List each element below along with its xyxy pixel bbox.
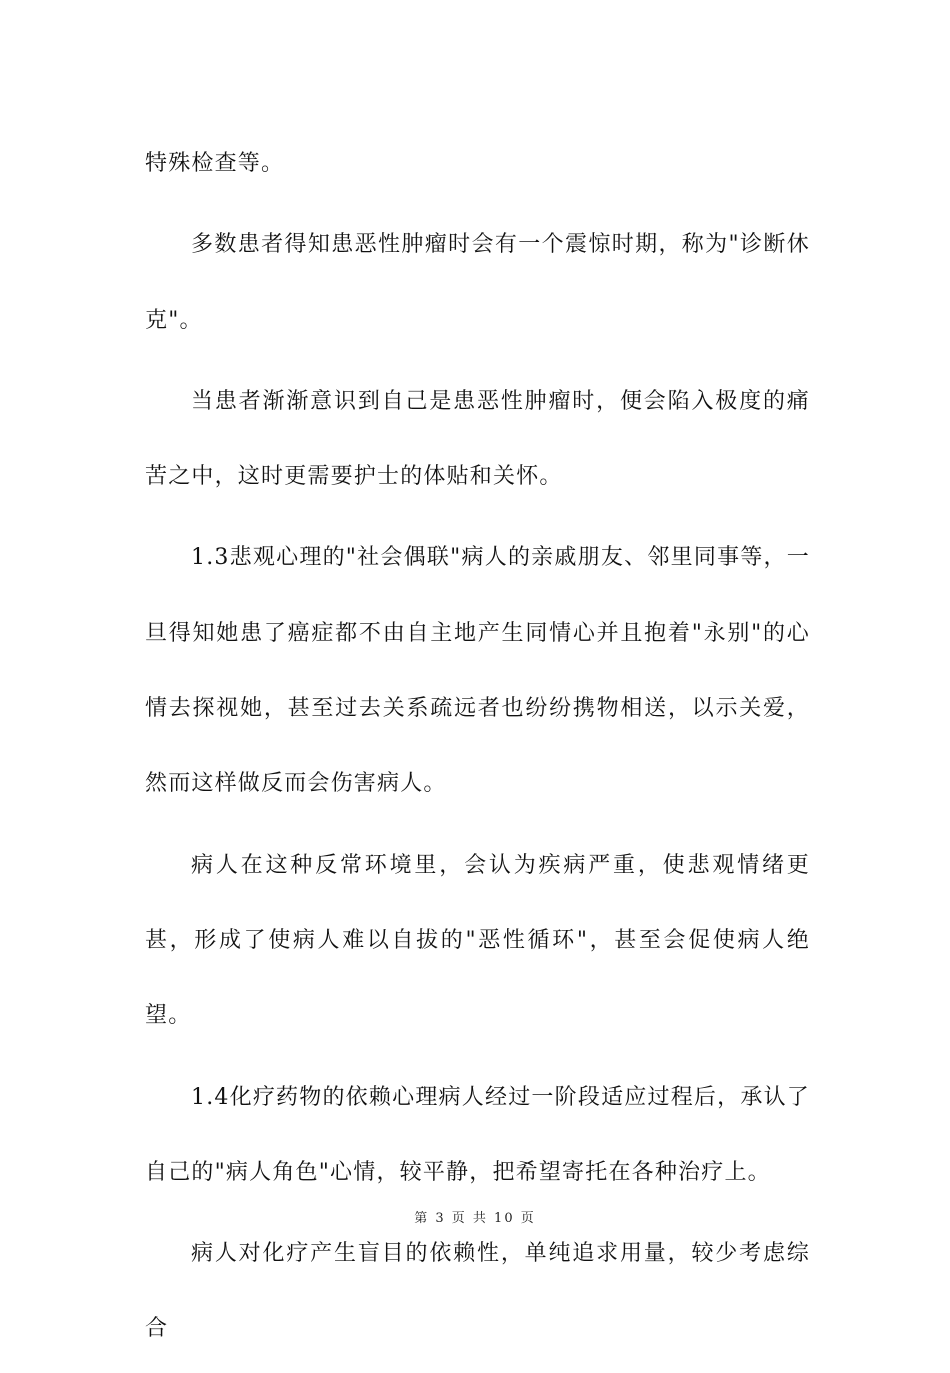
paragraph-2: 多数患者得知患恶性肿瘤时会有一个震惊时期，称为"诊断休克"。 bbox=[145, 232, 810, 333]
paragraph-6: 1.4化疗药物的依赖心理病人经过一阶段适应过程后，承认了自己的"病人角色"心情，较平静，把希望寄托在各种治疗上。 bbox=[145, 1084, 810, 1185]
paragraph-1: 特殊检查等。 bbox=[145, 151, 285, 176]
page-number-footer: 第 3 页 共 10 页 bbox=[414, 1211, 536, 1226]
paragraph-3: 当患者渐渐意识到自己是患恶性肿瘤时，便会陷入极度的痛苦之中，这时更需要护士的体贴和关怀。 bbox=[145, 388, 810, 490]
paragraph-4: 1.3悲观心理的"社会偶联"病人的亲戚朋友、邻里同事等，一旦得知她患了癌症都不由自主地产生同情心并且抱着"永别"的心情去探视她，甚至过去关系疏远者也纷纷携物相送，以示关爱，然而这样做反而会伤害病人。 bbox=[145, 545, 810, 797]
paragraph-7: 病人对化疗产生盲目的依赖性，单纯追求用量，较少考虑综合 bbox=[145, 1241, 810, 1342]
document-body bbox=[145, 126, 810, 1373]
paragraph-5: 病人在这种反常环境里，会认为疾病严重，使悲观情绪更甚，形成了使病人难以自拔的"恶性循环"，甚至会促使病人绝望。 bbox=[145, 852, 810, 1029]
